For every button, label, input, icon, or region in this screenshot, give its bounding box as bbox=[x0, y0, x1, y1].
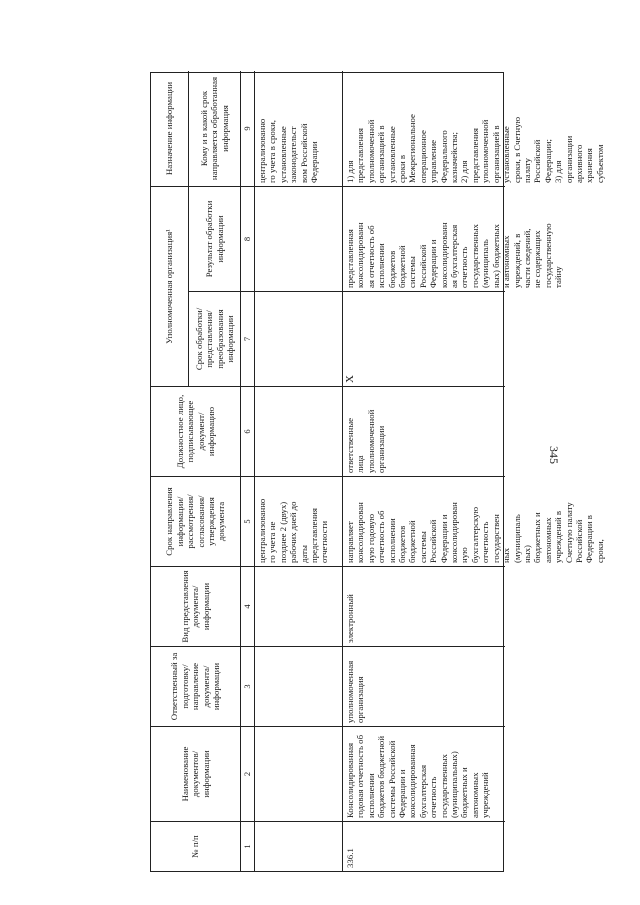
page-number: 345 bbox=[547, 446, 561, 464]
col-number: 5 bbox=[241, 476, 255, 566]
data-table bbox=[150, 72, 605, 872]
header-official: Должностное лицо, подписывающее документ/ информацию bbox=[151, 386, 241, 476]
prev-row-purpose: централизованно го учета в сроки, установленные законодательст вом Российской Федерации bbox=[255, 71, 343, 186]
col-number: 6 bbox=[241, 386, 255, 476]
header-purpose-group: Назначение информации bbox=[151, 71, 189, 186]
col-number: 3 bbox=[241, 646, 255, 726]
col-number: 8 bbox=[241, 186, 255, 291]
row-336-1-processing: X bbox=[343, 291, 505, 386]
header-num: № п/п bbox=[151, 821, 241, 871]
header-deadline: Срок направления информации/ рассмотрения/ согласования/ утверждения документа bbox=[151, 476, 241, 566]
prev-row-deadline: централизованно го учета не позднее 2 (двух) рабочих дней до даты представления отчетности bbox=[255, 476, 343, 566]
header-form: Вид представления документа/ информации bbox=[151, 566, 241, 646]
header-result: Результат обработки информации bbox=[189, 186, 241, 291]
col-number: 4 bbox=[241, 566, 255, 646]
col-number: 9 bbox=[241, 71, 255, 186]
prev-row-responsible bbox=[255, 646, 343, 726]
prev-row-num bbox=[255, 821, 343, 871]
row-336-1-purpose: 1) для представления уполномоченной организацией в установленные сроки в Межрегиональное операционное управление Федерального казначейства; 2) для представления уполномоченной организацией в установленные сроки, в Счетную палату Российской Федерации; 3) для организации архивного хранения субъектом bbox=[345, 114, 605, 183]
row-336-1-result: представленная консолидированн ая отчетность об исполнении бюджетов бюджетной системы Российской Федерации и консолидированн ая бухгалтерская отчетность государственных (муниципаль ных) бюджетных и автономных учреждений, в части сведений, не содержащих государственную тайну bbox=[343, 186, 505, 291]
row-336-1-form: электронный bbox=[343, 566, 505, 646]
header-processing-deadline: Срок обработки/ представления/ преобразования информации bbox=[189, 291, 241, 386]
header-name: Наименование документов/ информации bbox=[151, 726, 241, 821]
row-336-1-responsible: уполномоченная организация bbox=[343, 646, 505, 726]
prev-row-processing bbox=[255, 291, 343, 386]
row-336-1-deadline: направляет консолидирован ную годовую отчетность об исполнении бюджетов бюджетной системы Российской Федерации и консолидирован ную бухгалтерскую отчетность государствен ных (муниципаль ных) бюджетных и автономных учреждений в Счетную палату Российской Федерации в сроки, bbox=[343, 476, 505, 566]
header-responsible: Ответственный за подготовку/ направление документа/ информации bbox=[151, 646, 241, 726]
col-number: 7 bbox=[241, 291, 255, 386]
document-sheet bbox=[150, 72, 605, 872]
prev-row-form bbox=[255, 566, 343, 646]
header-auth-org: Уполномоченная организация¹ bbox=[151, 186, 189, 386]
prev-row-result bbox=[255, 186, 343, 291]
row-336-1-name: Консолидированная годовая отчетность об исполнении бюджетов бюджетной системы Российской Федерации и консолидированная бухгалтерская отчетность государственных (муниципальных) бюджетных и автономных учреждений bbox=[343, 726, 505, 821]
row-336-1-num: 336.1 bbox=[343, 821, 505, 871]
row-336-1-official: ответственные лица уполномоченной организации bbox=[343, 386, 505, 476]
header-purpose: Кому и в какой срок направляется обработанная информация bbox=[189, 71, 241, 186]
col-number: 1 bbox=[241, 821, 255, 871]
prev-row-name bbox=[255, 726, 343, 821]
prev-row-official bbox=[255, 386, 343, 476]
col-number: 2 bbox=[241, 726, 255, 821]
